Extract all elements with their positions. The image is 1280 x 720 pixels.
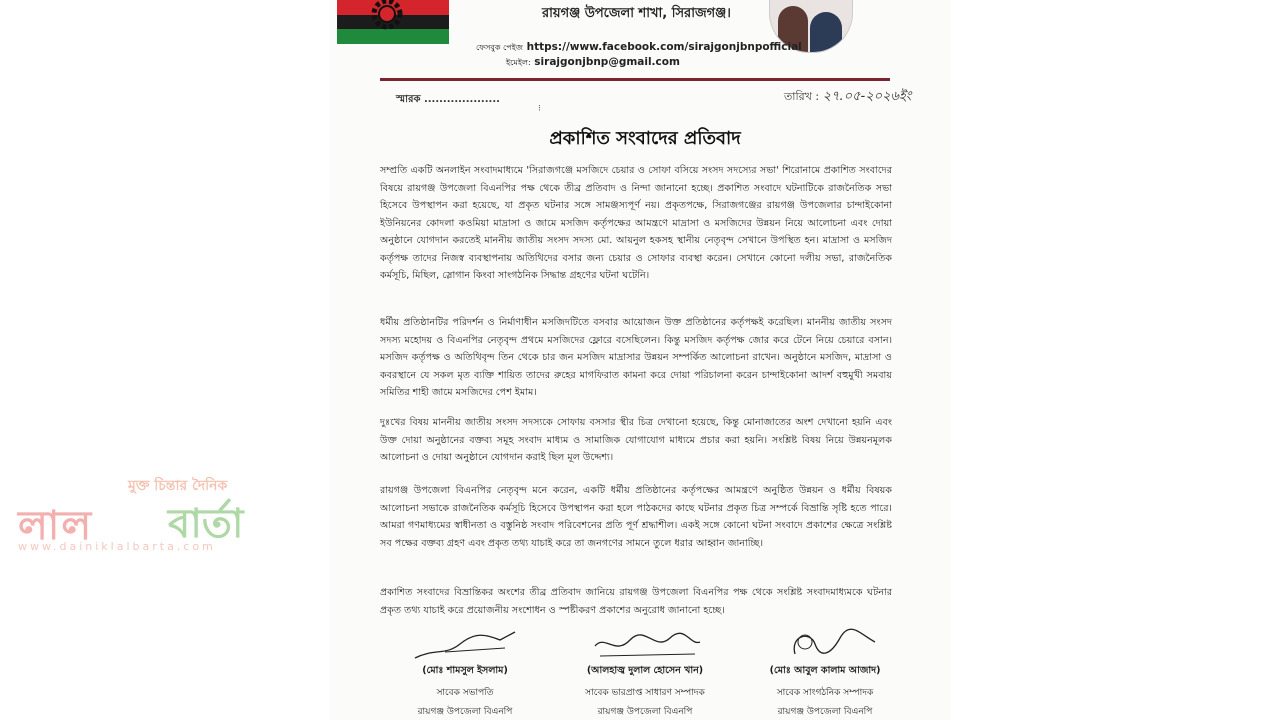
signatory-2-post: সাবেক ভারপ্রাপ্ত সাধারণ সম্পাদক	[585, 688, 705, 698]
watermark-brand-part1: লাল	[18, 502, 94, 549]
facebook-key: ফেসবুক পেইজ	[476, 43, 523, 52]
email-address: sirajgonjbnp@gmail.com	[534, 56, 680, 68]
signatory-1	[380, 626, 550, 719]
memo-number: স্মারক ....................	[396, 94, 500, 105]
signatory-1-org: রায়গঞ্জ উপজেলা বিএনপি	[417, 707, 513, 717]
watermark-url: www.dainiklalbarta.com	[18, 540, 216, 553]
paragraph-3: দুঃখের বিষয় মাননীয় জাতীয় সংসদ সদস্যকে সোফায় বসসার স্থীর চিত্র দেখানো হয়েছে, কিন্তু মোনাজাতের অংশ দেখানো হয়নি এবং উক্ত দোয়া অনুষ্ঠানের বক্তব্য সমূহ সংবাদ মাধ্যম ও সামাজিক যোগাযোগ মাধ্যমে প্রচার করা হয়নি। সংশ্লিষ্ট বিষয় নিয়ে উন্নয়নমূলক আলোচনা ও দোয়া অনুষ্ঠানে যোগদান করাই ছিল মূল উদ্দেশ্য।	[380, 417, 892, 463]
date-label: তারিখ :	[784, 90, 820, 103]
email-key: ইমেইল:	[506, 58, 531, 67]
email-line	[506, 56, 680, 70]
paragraph-1: সম্প্রতি একটি অনলাইন সংবাদমাধ্যমে 'সিরাজগঞ্জে মসজিদে চেয়ার ও সোফা বসিয়ে সংসদ সদস্যের সভা' শিরোনামে প্রকাশিত সংবাদের বিষয়ে রায়গঞ্জ উপজেলা বিএনপির পক্ষ থেকে তীব্র প্রতিবাদ ও নিন্দা জানানো হচ্ছে। প্রকাশিত সংবাদে ঘটনাটিকে রাজনৈতিক সভা হিসেবে উপস্থাপন করা হয়েছে, যা প্রকৃত ঘটনার সঙ্গে সামঞ্জস্যপূর্ণ নয়। প্রকৃতপক্ষে, সিরাজগঞ্জের রায়গঞ্জ উপজেলার চান্দাইকোনা ইউনিয়নের কোদলা কওমিয়া মাদ্রাসা ও জামে মসজিদ কর্তৃপক্ষের আমন্ত্রণে মাদ্রাসা ও মসজিদের উন্নয়ন নিয়ে আলোচনা এবং দোয়া অনুষ্ঠানে যোগদান করতেই মাননীয় জাতীয় সংসদ সদস্য মো. আয়নুল হকসহ স্থানীয় নেতৃবৃন্দ সেখানে উপস্থিত হন। মাদ্রাসা ও মসজিদ কর্তৃপক্ষ তাদের নিজস্ব ব্যবস্থাপনায় অতিথিদের বসার জন্য চেয়ার ও সোফার ব্যবস্থা করেন। সেখানে কোনো দলীয় সভা, রাজনৈতিক কর্মসূচি, মিছিল, স্লোগান কিংবা সাংগঠনিক সিদ্ধান্ত গ্রহণের ঘটনা ঘটেনি।	[380, 165, 892, 281]
handwritten-signature-3	[765, 626, 885, 662]
date-line	[784, 87, 911, 108]
handwritten-signature-1	[405, 626, 525, 662]
paragraph-2: ধর্মীয় প্রতিষ্ঠানটির পরিদর্শন ও নির্মাণাধীন মসজিদটিতে বসবার আয়োজন উক্ত প্রতিষ্ঠানের কর্তৃপক্ষই করেছিল। মাননীয় জাতীয় সংসদ সদস্য মহোদয় ও বিএনপির নেতৃবৃন্দ প্রথমে মসজিদের ফ্লোরে বসেছিলেন। কিন্তু মসজিদ কর্তৃপক্ষ জোর করে টেনে নিয়ে চেয়ারে বসান। মসজিদ কর্তৃপক্ষ ও অতিথিবৃন্দ তিন থেকে চার জন মসজিদ মাদ্রাসার উন্নয়ন সম্পর্কিত আলোচনা রাখেন। অনুষ্ঠানে মসজিদ, মাদ্রাসা ও কবরস্থানে যে সকল মৃত ব্যক্তি শায়িত তাদের রুহের মাগফিরাত কামনা করে দোয়া পরিচালনা করেন চান্দাইকোনা আদর্শ বহুমুখী সমবায় সমিতির শাহী জামে মসজিদের পেশ ইমাম।	[380, 317, 892, 398]
signatory-3-post: সাবেক সাংগঠনিক সম্পাদক	[776, 688, 874, 698]
gear-icon	[367, 0, 407, 34]
signatory-2	[560, 626, 730, 719]
facebook-url: https://www.facebook.com/sirajgonjbnpofficial	[526, 41, 802, 53]
signatory-1-post: সাবেক সভাপতি	[436, 688, 494, 698]
header-rule	[380, 78, 890, 81]
signatory-3-org: রায়গঞ্জ উপজেলা বিএনপি	[777, 707, 873, 717]
watermark-brand-part2: বার্তা	[168, 500, 244, 547]
signatory-2-name: (আলহাজ্ব দুলাল হোসেন খান)	[586, 665, 704, 676]
paragraph-4: রায়গঞ্জ উপজেলা বিএনপির নেতৃবৃন্দ মনে করেন, একটি ধর্মীয় প্রতিষ্ঠানের কর্তৃপক্ষের আমন্ত্রণে অনুষ্ঠিত উন্নয়ন ও ধর্মীয় বিষয়ক আলোচনা সভাকে রাজনৈতিক কর্মসূচি হিসেবে উপস্থাপন করা হলে পাঠকদের কাছে ঘটনার প্রকৃত চিত্র সম্পর্কে বিভ্রান্তি সৃষ্টি হতে পারে। আমরা গণমাধ্যমের স্বাধীনতা ও বস্তুনিষ্ঠ সংবাদ পরিবেশনের প্রতি পূর্ণ শ্রদ্ধাশীল। একই সঙ্গে কোনো ঘটনা সংবাদে প্রকাশের ক্ষেত্রে সংশ্লিষ্ট সব পক্ষের বক্তব্য গ্রহণ এবং প্রকৃত তথ্য যাচাই করে তা জনগণের সামনে তুলে ধরার আহ্বান জানাচ্ছি।	[380, 485, 892, 549]
signatory-3-name: (মোঃ আবুল কালাম আজাদ)	[769, 665, 881, 676]
party-flag-logo	[337, 0, 449, 44]
signatory-1-name: (মোঃ শামসুল ইসলাম)	[422, 665, 508, 676]
signatory-3	[740, 626, 910, 719]
watermark-tagline: মুক্ত চিন্তার দৈনিক	[128, 478, 228, 494]
signatures-block	[380, 626, 920, 720]
news-watermark-logo	[18, 474, 290, 558]
signatory-2-org: রায়গঞ্জ উপজেলা বিএনপি	[597, 707, 693, 717]
date-value: ২৭.০৫-২০২৬ইং	[822, 89, 912, 104]
branch-name: রায়গঞ্জ উপজেলা শাখা, সিরাজগঞ্জ।	[542, 6, 731, 21]
handwritten-signature-2	[585, 626, 705, 662]
facebook-line	[476, 41, 802, 55]
paragraph-5: প্রকাশিত সংবাদের বিভ্রান্তিকর অংশের তীব্র প্রতিবাদ জানিয়ে রায়গঞ্জ উপজেলা বিএনপির পক্ষ থেকে সংশ্লিষ্ট সংবাদমাধ্যমকে ঘটনার প্রকৃত তথ্য যাচাই করে প্রয়োজনীয় সংশোধন ও স্পষ্টীকরণ প্রকাশের অনুরোধ জানানো হচ্ছে।	[380, 587, 892, 616]
document-title: প্রকাশিত সংবাদের প্রতিবাদ	[549, 128, 741, 149]
punch-mark: ⁝	[538, 104, 541, 114]
